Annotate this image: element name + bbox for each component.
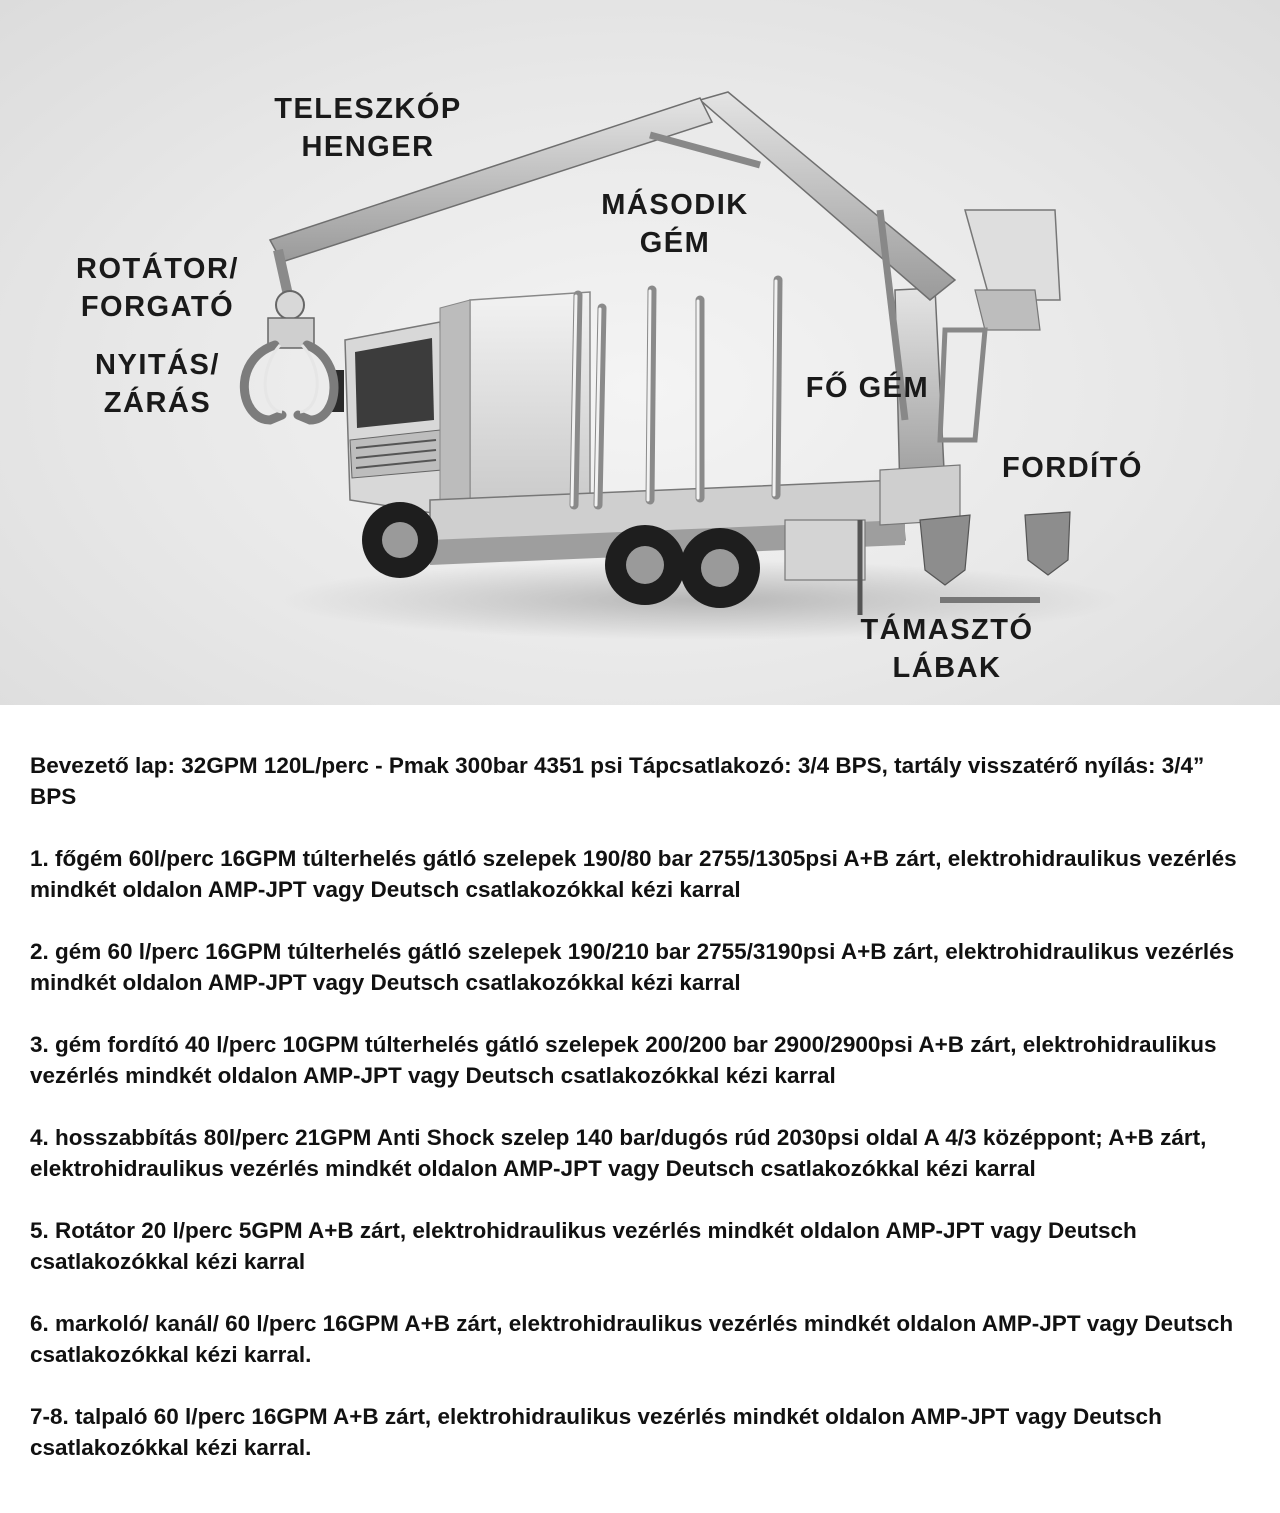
telescope-cylinder xyxy=(650,135,760,165)
label-rotator xyxy=(70,250,245,326)
label-line: FŐ GÉM xyxy=(805,372,930,404)
spec-inlet: Bevezető lap: 32GPM 120L/perc - Pmak 300bar 4351 psi Tápcsatlakozó: 3/4 BPS, tartály visszatérő nyílás: 3/4” BPS xyxy=(30,753,1205,809)
label-line: TELESZKÓP xyxy=(274,93,462,125)
label-main-boom xyxy=(800,369,935,407)
operator-seat xyxy=(965,210,1060,300)
label-slewing xyxy=(995,449,1150,487)
ladder xyxy=(940,330,985,440)
spec-rotator: 5. Rotátor 20 l/perc 5GPM A+B zárt, elektrohidraulikus vezérlés mindkét oldalon AMP-JPT vagy Deutsch csatlakozókkal kézi karral xyxy=(30,1218,1137,1274)
slewing-unit xyxy=(880,465,960,525)
label-telescope-cylinder xyxy=(268,90,468,166)
spec-list xyxy=(30,750,1255,1494)
rotator-grapple xyxy=(244,250,334,420)
label-line: MÁSODIK xyxy=(601,189,749,221)
spec-main-boom: 1. főgém 60l/perc 16GPM túlterhelés gátló szelepek 190/80 bar 2755/1305psi A+B zárt, elektrohidraulikus vezérlés mindkét oldalon AMP-JPT vagy Deutsch csatlakozókkal kézi karral xyxy=(30,846,1237,902)
label-open-close xyxy=(85,346,230,422)
spec-outriggers: 7-8. talpaló 60 l/perc 16GPM A+B zárt, elektrohidraulikus vezérlés mindkét oldalon AMP-JPT vagy Deutsch csatlakozókkal kézi karral. xyxy=(30,1404,1162,1460)
label-line: ZÁRÁS xyxy=(103,387,212,419)
label-second-boom xyxy=(590,186,760,262)
spec-boom: 2. gém 60 l/perc 16GPM túlterhelés gátló szelepek 190/210 bar 2755/3190psi A+B zárt, elektrohidraulikus vezérlés mindkét oldalon AMP-JPT vagy Deutsch csatlakozókkal kézi karral xyxy=(30,939,1235,995)
label-line: LÁBAK xyxy=(892,652,1002,684)
label-line: HENGER xyxy=(301,131,435,163)
spec-grapple: 6. markoló/ kanál/ 60 l/perc 16GPM A+B zárt, elektrohidraulikus vezérlés mindkét oldalon AMP-JPT vagy Deutsch csatlakozókkal kézi karral. xyxy=(30,1311,1234,1367)
label-line: NYITÁS/ xyxy=(95,349,220,381)
label-line: ROTÁTOR/ xyxy=(76,253,239,285)
spec-extension: 4. hosszabbítás 80l/perc 21GPM Anti Shock szelep 140 bar/dugós rúd 2030psi oldal A 4/3 középpont; A+B zárt, elektrohidraulikus vezérlés mindkét oldalon AMP-JPT vagy Deutsch csatlakozókkal kézi karral xyxy=(30,1125,1207,1181)
stakes xyxy=(574,280,778,505)
label-line: TÁMASZTÓ xyxy=(860,614,1034,646)
toolbox xyxy=(785,520,865,580)
label-support-legs xyxy=(852,611,1042,687)
label-line: GÉM xyxy=(639,227,711,259)
panel-side xyxy=(440,300,470,512)
label-line: FORGATÓ xyxy=(80,291,235,323)
spec-slewing: 3. gém fordító 40 l/perc 10GPM túlterhelés gátló szelepek 200/200 bar 2900/2900psi A+B zárt, elektrohidraulikus vezérlés mindkét oldalon AMP-JPT vagy Deutsch csatlakozókkal kézi karral xyxy=(30,1032,1217,1088)
truck-crane-illustration xyxy=(0,0,1280,705)
label-line: FORDÍTÓ xyxy=(1002,452,1143,484)
